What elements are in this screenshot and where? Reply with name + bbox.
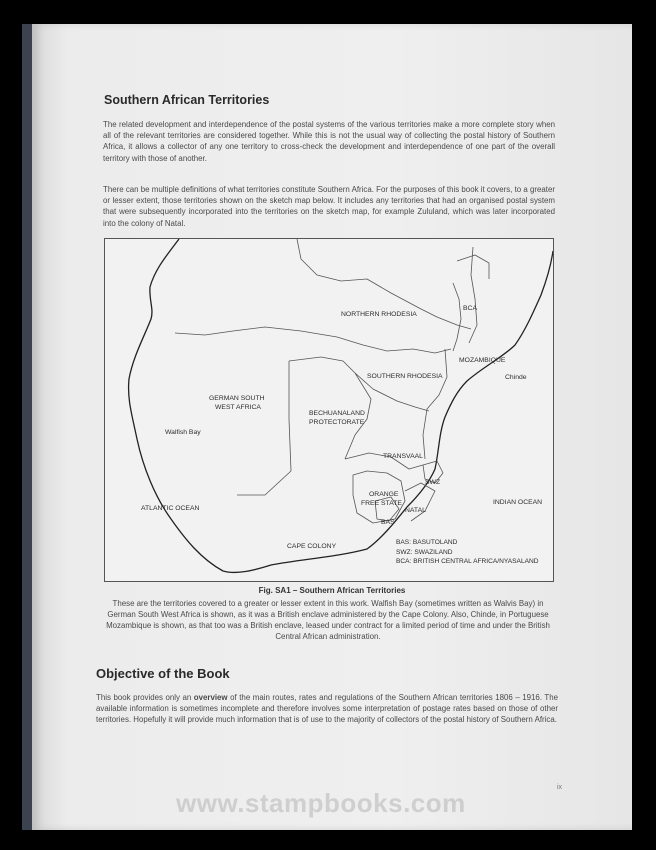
label-gswa-line1: GERMAN SOUTH bbox=[209, 395, 265, 402]
label-orange-line2: FREE STATE bbox=[361, 500, 402, 507]
sketch-map bbox=[104, 238, 554, 582]
book-page bbox=[32, 24, 632, 830]
map-legend bbox=[396, 538, 539, 567]
label-indian-ocean: INDIAN OCEAN bbox=[493, 499, 543, 506]
label-gswa-line2: WEST AFRICA bbox=[215, 404, 261, 411]
label-bechuanaland-line2: PROTECTORATE bbox=[309, 419, 365, 426]
watermark: www.stampbooks.com bbox=[176, 788, 466, 818]
label-bca: BCA bbox=[463, 305, 477, 312]
label-bas: BAS bbox=[381, 519, 395, 526]
intro-paragraph-1: The related development and interdependence of the postal systems of the various territories make a more complete story when all of the relevant territories are considered together. While this is not the usual way of collecting the postal history of Southern Africa, it allows a collector of any one territory to cross-check the development and interdependence of one part of the overall territory with those of another. bbox=[103, 120, 555, 163]
label-chinde: Chinde bbox=[505, 374, 527, 381]
label-walfish-bay: Walfish Bay bbox=[165, 429, 201, 436]
objective-emphasis: overview bbox=[193, 693, 228, 702]
border-bca-west bbox=[453, 283, 461, 351]
section-heading-territories: Southern African Territories bbox=[104, 93, 270, 107]
border-natal bbox=[405, 483, 435, 521]
objective-text-start: This book provides only an bbox=[96, 693, 194, 702]
legend-item: SWZ: SWAZILAND bbox=[396, 548, 453, 556]
border-southern-rhodesia-north bbox=[337, 337, 451, 353]
label-northern-rhodesia: NORTHERN RHODESIA bbox=[341, 311, 417, 318]
border-gswa-east bbox=[289, 361, 291, 471]
border-bechuanaland-north bbox=[289, 357, 355, 373]
label-mozambique: MOZAMBIQUE bbox=[459, 357, 506, 364]
border-angola-northern-rhodesia bbox=[175, 327, 337, 337]
border-bca-north bbox=[457, 255, 489, 279]
legend-item: BAS: BASUTOLAND bbox=[396, 539, 458, 546]
label-natal: NATAL bbox=[405, 507, 426, 514]
label-southern-rhodesia: SOUTHERN RHODESIA bbox=[367, 373, 443, 380]
section-heading-objective: Objective of the Book bbox=[96, 666, 230, 681]
label-orange-line1: ORANGE bbox=[369, 491, 399, 498]
label-swz: SWZ bbox=[425, 479, 441, 486]
intro-paragraph-2: There can be multiple definitions of what territories constitute Southern Africa. For the purposes of this book it covers, to a greater or lesser extent, those territories shown on the sketch map below. It includes any territories that had an organised postal system that were subsequently incorporated into the territories on the sketch map, for example Zululand, which was later incorporated into the colony of Natal. bbox=[103, 185, 555, 228]
label-bechuanaland-line1: BECHUANALAND bbox=[309, 410, 365, 417]
coastline bbox=[129, 239, 553, 572]
border-gswa-south bbox=[237, 471, 291, 495]
objective-text-end: of the main routes, rates and regulations of the Southern African territories 1806 – 1916. The available information is sometimes incomplete and therefore involves some interpretation of postage rates based on those of other territories. Hopefully it will provide much information that is of use to the majority of collectors of the postal history of Southern Africa. bbox=[96, 693, 558, 725]
page-number: ix bbox=[557, 784, 563, 791]
legend-item: BCA: BRITISH CENTRAL AFRICA/NYASALAND bbox=[396, 558, 539, 565]
label-transvaal: TRANSVAAL bbox=[383, 453, 423, 460]
label-cape-colony: CAPE COLONY bbox=[287, 543, 337, 550]
figure-caption: Fig. SA1 – Southern African Territories bbox=[258, 586, 406, 595]
border-mozambique-inland bbox=[423, 349, 447, 459]
figure-description: These are the territories covered to a greater or lesser extent in this work. Walfish Bay (sometimes written as Walvis Bay) in German South West Africa is shown, as it was a British enclave administered by the Cape Colony. Also, Chinde, in Portuguese Mozambique is shown, as that too was a British enclave, leased under contract for a limited period of time and under the British Central African administration. bbox=[106, 599, 550, 641]
label-atlantic-ocean: ATLANTIC OCEAN bbox=[141, 505, 200, 512]
objective-paragraph bbox=[96, 692, 558, 726]
